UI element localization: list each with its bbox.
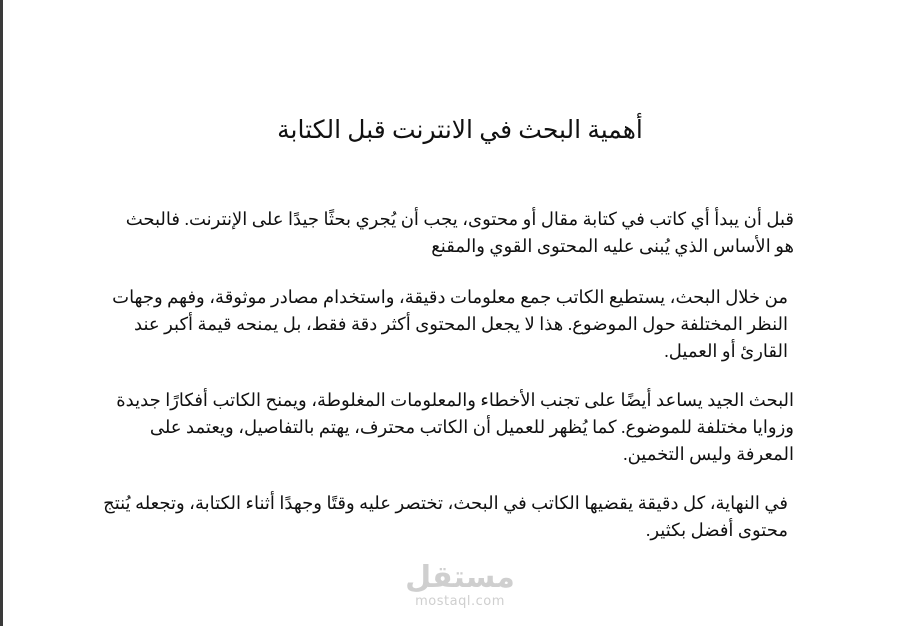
paragraph-1: قبل أن يبدأ أي كاتب في كتابة مقال أو محتوى، يجب أن يُجري بحثًا جيدًا على الإنترنت. فالبحث هو الأساس الذي يُبنى عليه المحتوى القوي والمقنع (125, 209, 794, 256)
paragraph-4: في النهاية، كل دقيقة يقضيها الكاتب في البحث، تختصر عليه وقتًا وجهدًا أثناء الكتابة، وتجعله يُنتج محتوى أفضل بكثير. (103, 493, 788, 540)
paragraph-2: من خلال البحث، يستطيع الكاتب جمع معلومات دقيقة، واستخدام مصادر موثوقة، وفهم وجهات النظر المختلفة حول الموضوع. هذا لا يجعل المحتوى أكثر دقة فقط، بل يمنحه قيمة أكبر عند القارئ أو العميل. (112, 287, 788, 361)
mostaql-watermark-logo (400, 561, 520, 609)
document-title: أهمية البحث في الانترنت قبل الكتابة (277, 117, 643, 144)
paragraph-3: البحث الجيد يساعد أيضًا على تجنب الأخطاء والمعلومات المغلوطة، ويمنح الكاتب أفكارًا جديدة وزوايا مختلفة للموضوع. كما يُظهر للعميل أن الكاتب محترف، يهتم بالتفاصيل، ويعتمد على المعرفة وليس التخمين. (116, 390, 794, 464)
watermark-site: mostaql.com (415, 594, 505, 609)
watermark-logo-text: مستقل (405, 560, 515, 595)
page-edge-divider (0, 0, 3, 626)
